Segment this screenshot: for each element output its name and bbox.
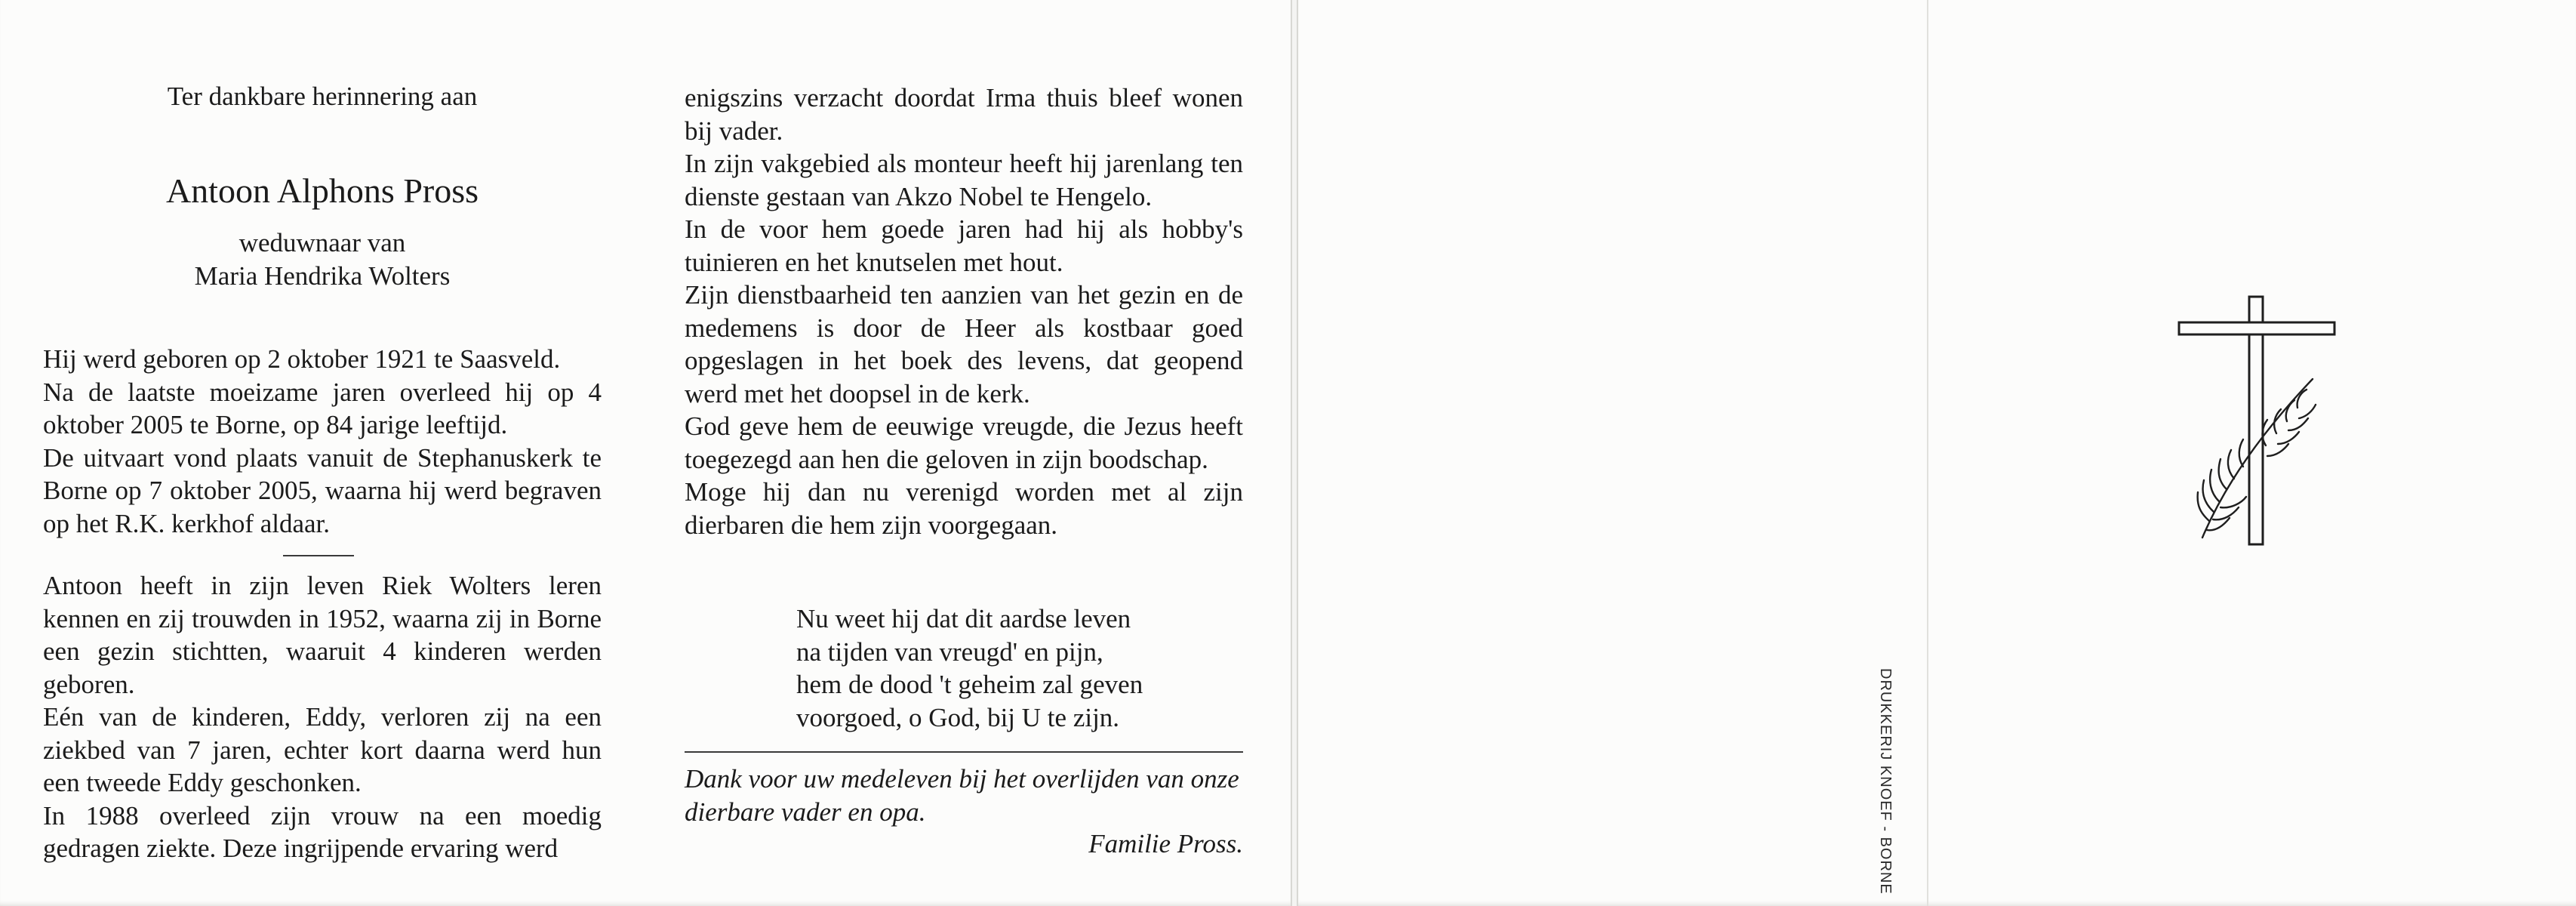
text-paragraph: God geve hem de eeuwige vreugde, die Jezus heeft toegezegd aan hen die geloven in zijn boodschap. [685, 411, 1243, 474]
fold-line [1927, 0, 1928, 906]
poem [796, 602, 1189, 734]
intro-line: Ter dankbare herinnering aan [167, 82, 478, 111]
spouse-name: Maria Hendrika Wolters [194, 260, 451, 291]
right-text-column [685, 0, 1243, 906]
life-paragraph: Antoon heeft in zijn leven Riek Wolters leren kennen en zij trouwden in 1952, waarna zij in Borne een gezin stichtten, waaruit 4 kinderen werden geboren. [43, 571, 602, 699]
section-divider [283, 555, 354, 556]
cross-with-palm-branch-icon [2174, 294, 2340, 547]
right-card-sheet [1297, 0, 2576, 906]
bio-paragraph: De uitvaart vond plaats vanuit de Stephanuskerk te Borne op 7 oktober 2005, waarna hij werd begraven op het R.K. kerkhof aldaar. [43, 442, 602, 538]
poem-line: Nu weet hij dat dit aardse leven [796, 604, 1131, 633]
printer-credit: DRUKKERIJ KNOEF - BORNE [1877, 668, 1894, 895]
widower-block [43, 226, 602, 292]
continued-text [685, 82, 1243, 541]
life-paragraph: In 1988 overleed zijn vrouw na een moedig gedragen ziekte. Deze ingrijpende ervaring werd [43, 800, 602, 863]
text-paragraph: In de voor hem goede jaren had hij als hobby's tuinieren en het knutselen met hout. [685, 214, 1243, 277]
poem-line: voorgoed, o God, bij U te zijn. [796, 702, 1120, 732]
family-signature: Familie Pross. [1088, 829, 1243, 858]
life-paragraph: Eén van de kinderen, Eddy, verloren zij na een ziekbed van 7 jaren, echter kort daarna werd hun een tweede Eddy geschonken. [43, 702, 602, 797]
poem-line: na tijden van vreugd' en pijn, [796, 636, 1103, 667]
left-text-column [43, 0, 602, 906]
thanks-divider [685, 751, 1243, 753]
bio-paragraph: Na de laatste moeizame jaren overleed hij op 4 oktober 2005 te Borne, op 84 jarige leeftijd. [43, 377, 602, 439]
poem-line: hem de dood 't geheim zal geven [796, 670, 1143, 699]
thanks-message: Dank voor uw medeleven bij het overlijden van onze dierbare vader en opa. [685, 764, 1239, 827]
widower-label: weduwnaar van [239, 228, 406, 257]
bio-paragraph: Hij werd geboren op 2 oktober 1921 te Saasveld. [43, 344, 561, 374]
text-paragraph: Zijn dienstbaarheid ten aanzien van het gezin en de medemens is door de Heer als kostbaar goed opgeslagen in het boek des levens, dat geopend werd met het doopsel in de kerk. [685, 280, 1243, 408]
text-paragraph: enigszins verzacht doordat Irma thuis bleef wonen bij vader. [685, 83, 1243, 146]
bio-section [43, 343, 602, 540]
life-section [43, 569, 602, 865]
text-paragraph: Moge hij dan nu verenigd worden met al zijn dierbaren die hem zijn voorgegaan. [685, 477, 1243, 540]
text-paragraph: In zijn vakgebied als monteur heeft hij jarenlang ten dienste gestaan van Akzo Nobel te Hengelo. [685, 149, 1243, 211]
deceased-name: Antoon Alphons Pross [165, 171, 479, 210]
